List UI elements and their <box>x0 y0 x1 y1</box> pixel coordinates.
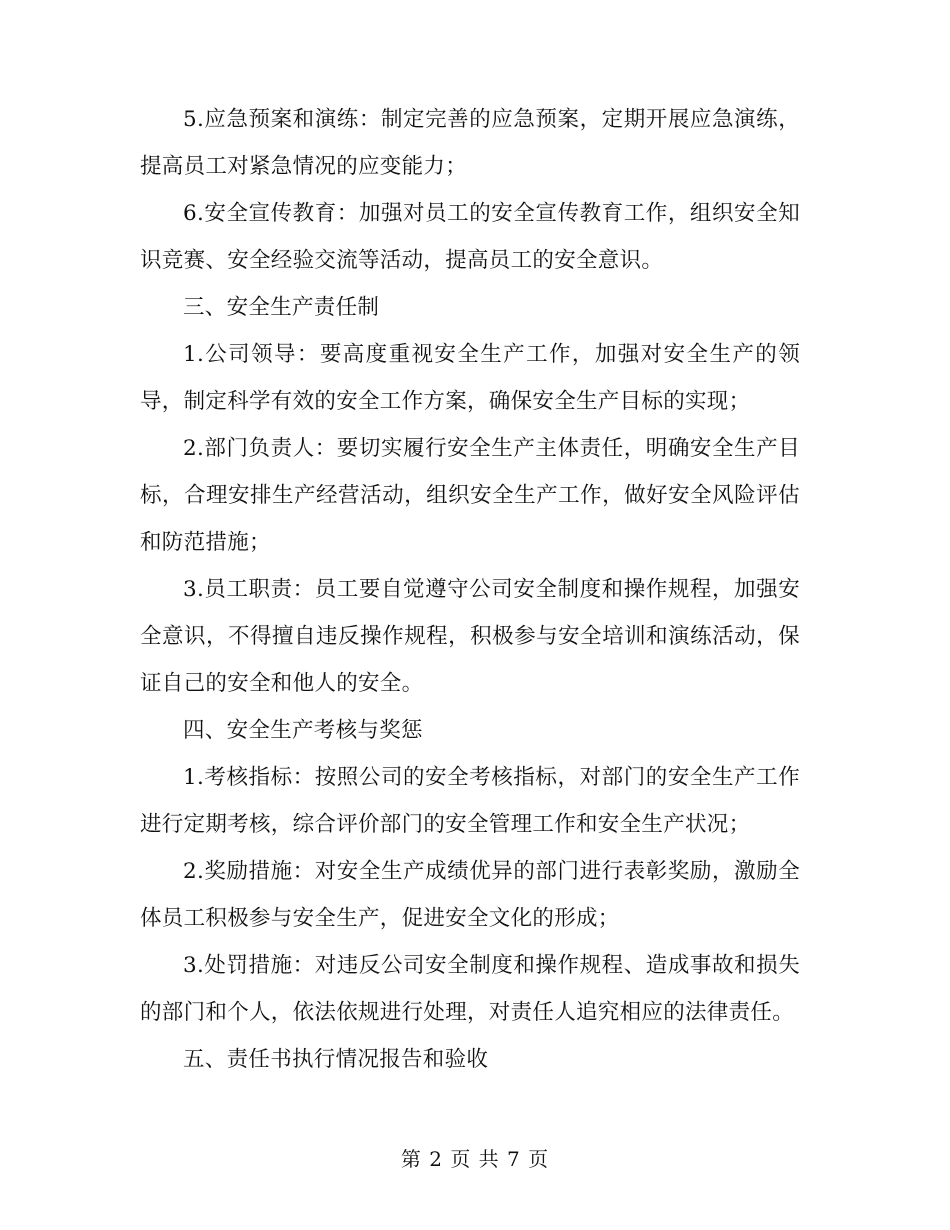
document-body <box>140 96 800 1083</box>
paragraph-reward-measures: 2.奖励措施：对安全生产成绩优异的部门进行表彰奖励，激励全体员工积极参与安全生产，促进安全文化的形成； <box>140 859 800 931</box>
paragraph-department-head: 2.部门负责人：要切实履行安全生产主体责任，明确安全生产目标，合理安排生产经营活动，组织安全生产工作，做好安全风险评估和防范措施； <box>140 436 800 555</box>
paragraph-company-leadership: 1.公司领导：要高度重视安全生产工作，加强对安全生产的领导，制定科学有效的安全工作方案，确保安全生产目标的实现； <box>140 342 800 414</box>
paragraph-employee-duties: 3.员工职责：员工要自觉遵守公司安全制度和操作规程，加强安全意识，不得擅自违反操作规程，积极参与安全培训和演练活动，保证自己的安全和他人的安全。 <box>140 577 800 696</box>
paragraph-item-6-safety-education: 6.安全宣传教育：加强对员工的安全宣传教育工作，组织安全知识竞赛、安全经验交流等活动，提高员工的安全意识。 <box>140 201 800 273</box>
section-heading-5: 五、责任书执行情况报告和验收 <box>183 1047 489 1072</box>
section-heading-4: 四、安全生产考核与奖惩 <box>183 718 423 743</box>
section-heading-3: 三、安全生产责任制 <box>183 295 380 320</box>
paragraph-item-5-emergency-plan: 5.应急预案和演练：制定完善的应急预案，定期开展应急演练，提高员工对紧急情况的应变能力； <box>140 107 800 179</box>
page-number-footer: 第 2 页 共 7 页 <box>400 1147 550 1171</box>
paragraph-assessment-indicators: 1.考核指标：按照公司的安全考核指标，对部门的安全生产工作进行定期考核，综合评价部门的安全管理工作和安全生产状况； <box>140 765 800 837</box>
paragraph-penalty-measures: 3.处罚措施：对违反公司安全制度和操作规程、造成事故和损失的部门和个人，依法依规进行处理，对责任人追究相应的法律责任。 <box>140 953 800 1025</box>
